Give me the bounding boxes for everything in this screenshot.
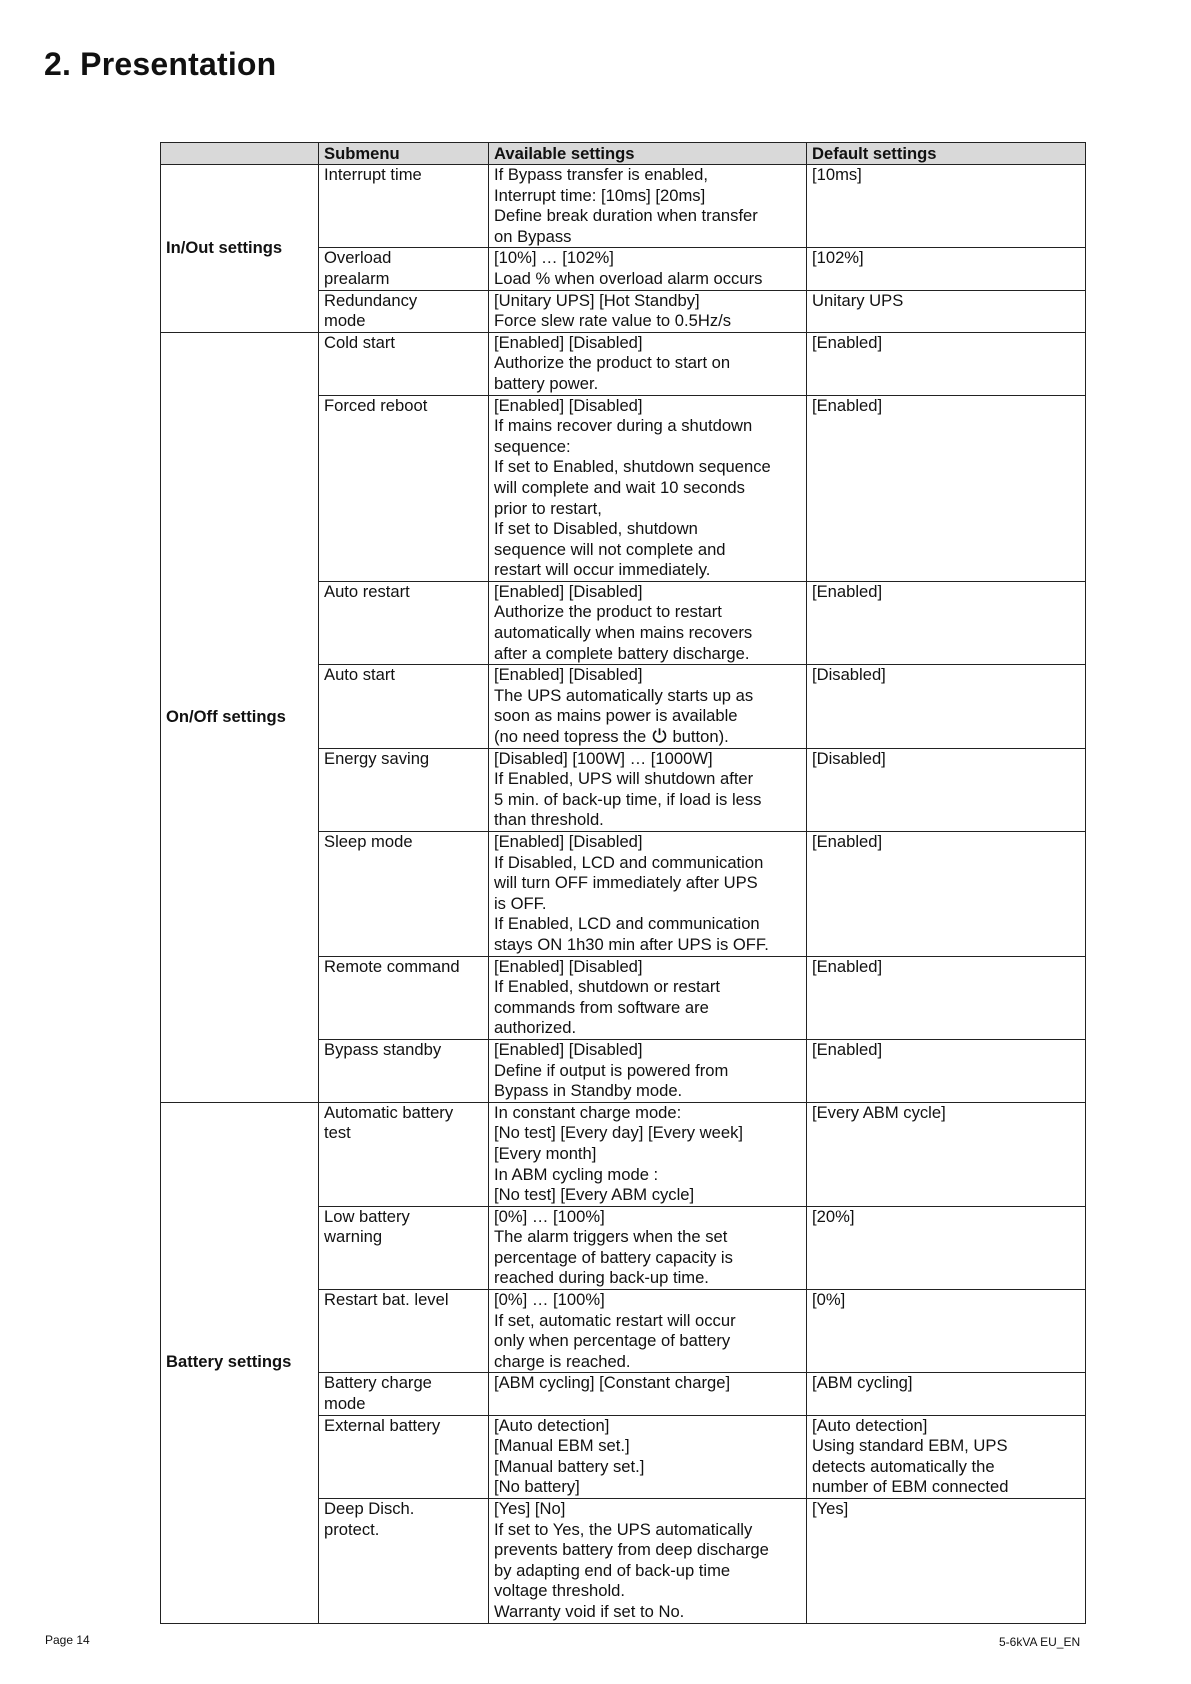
cell-line: Interrupt time bbox=[324, 165, 422, 184]
submenu-cell bbox=[319, 332, 489, 395]
cell-line bbox=[494, 727, 802, 748]
cell-line: In constant charge mode: bbox=[494, 1102, 682, 1122]
cell-line: battery power. bbox=[494, 373, 599, 393]
default-settings-cell bbox=[807, 956, 1086, 1039]
cell-line: reached during back-up time. bbox=[494, 1268, 709, 1288]
cell-line: is OFF. bbox=[494, 893, 547, 913]
cell-line: authorized. bbox=[494, 1018, 577, 1038]
cell-line: [Manual battery set.] bbox=[494, 1456, 645, 1476]
cell-line: voltage threshold. bbox=[494, 1581, 625, 1601]
cell-line: [Enabled] [Disabled] bbox=[494, 395, 643, 415]
cell-line: [Enabled] bbox=[812, 832, 883, 851]
default-settings-cell bbox=[807, 1206, 1086, 1289]
page-number: Page 14 bbox=[45, 1633, 90, 1647]
submenu-cell bbox=[319, 748, 489, 831]
cell-line: If Enabled, UPS will shutdown after bbox=[494, 769, 754, 789]
cell-line: Force slew rate value to 0.5Hz/s bbox=[494, 311, 732, 331]
cell-line: [Auto detection] bbox=[812, 1415, 928, 1435]
available-settings-cell bbox=[489, 581, 807, 664]
submenu-cell bbox=[319, 581, 489, 664]
submenu-cell bbox=[319, 248, 489, 290]
default-settings-cell bbox=[807, 1039, 1086, 1102]
table-body bbox=[161, 165, 1086, 1624]
cell-line: If set to Enabled, shutdown sequence bbox=[494, 457, 771, 477]
submenu-cell bbox=[319, 956, 489, 1039]
cell-line: Cold start bbox=[324, 332, 396, 352]
cell-line: restart will occur immediately. bbox=[494, 560, 711, 580]
cell-line: If set, automatic restart will occur bbox=[494, 1310, 736, 1330]
table-row bbox=[161, 332, 1086, 395]
cell-line: Remote command bbox=[324, 956, 460, 976]
submenu-cell bbox=[319, 290, 489, 332]
cell-line: Define if output is powered from bbox=[494, 1060, 729, 1080]
settings-table bbox=[160, 142, 1086, 1624]
cell-line: Sleep mode bbox=[324, 832, 413, 851]
cell-line: If mains recover during a shutdown bbox=[494, 416, 753, 436]
cell-line: only when percentage of battery bbox=[494, 1331, 731, 1351]
cell-line: sequence: bbox=[494, 436, 571, 456]
cell-line: Define break duration when transfer bbox=[494, 206, 758, 226]
header-cell-default: Default settings bbox=[807, 143, 1086, 165]
cell-line: Using standard EBM, UPS bbox=[812, 1436, 1008, 1456]
cell-line: [Enabled] [Disabled] bbox=[494, 581, 643, 601]
group-label: Battery settings bbox=[161, 1102, 319, 1623]
cell-line: [Enabled] [Disabled] bbox=[494, 665, 643, 685]
default-settings-cell bbox=[807, 290, 1086, 332]
cell-line: charge is reached. bbox=[494, 1351, 631, 1371]
cell-line: If Enabled, LCD and communication bbox=[494, 914, 760, 934]
cell-line: If set to Disabled, shutdown bbox=[494, 519, 698, 539]
default-settings-cell bbox=[807, 395, 1086, 581]
default-settings-cell bbox=[807, 832, 1086, 957]
available-settings-cell bbox=[489, 1290, 807, 1373]
default-settings-cell bbox=[807, 1102, 1086, 1206]
cell-line: number of EBM connected bbox=[812, 1477, 1009, 1497]
submenu-cell bbox=[319, 1415, 489, 1498]
group-label: In/Out settings bbox=[161, 165, 319, 333]
available-settings-cell bbox=[489, 1415, 807, 1498]
cell-line: [ABM cycling] bbox=[812, 1373, 913, 1393]
cell-line: [Every ABM cycle] bbox=[812, 1102, 946, 1122]
cell-line: Forced reboot bbox=[324, 395, 428, 415]
available-settings-cell bbox=[489, 165, 807, 248]
submenu-cell bbox=[319, 165, 489, 248]
cell-line: soon as mains power is available bbox=[494, 706, 738, 726]
header-cell-submenu: Submenu bbox=[319, 143, 489, 165]
cell-line: 5 min. of back-up time, if load is less bbox=[494, 789, 762, 809]
submenu-cell bbox=[319, 1102, 489, 1206]
submenu-cell bbox=[319, 395, 489, 581]
cell-line: [No test] [Every ABM cycle] bbox=[494, 1185, 695, 1205]
group-label: On/Off settings bbox=[161, 332, 319, 1102]
cell-line-part: (no need topress the bbox=[494, 727, 651, 747]
cell-line: Authorize the product to start on bbox=[494, 353, 731, 373]
available-settings-cell bbox=[489, 1373, 807, 1415]
default-settings-cell bbox=[807, 1373, 1086, 1415]
submenu-cell bbox=[319, 1373, 489, 1415]
default-settings-cell bbox=[807, 665, 1086, 748]
available-settings-cell bbox=[489, 748, 807, 831]
cell-line: sequence will not complete and bbox=[494, 539, 726, 559]
page-title: 2. Presentation bbox=[44, 46, 277, 82]
cell-line: [Enabled] bbox=[812, 332, 883, 352]
cell-line: Auto start bbox=[324, 665, 396, 685]
default-settings-cell bbox=[807, 165, 1086, 248]
cell-line: [Disabled] bbox=[812, 665, 886, 685]
cell-line: [Enabled] [Disabled] bbox=[494, 956, 643, 976]
cell-line: after a complete battery discharge. bbox=[494, 643, 750, 663]
power-button-icon bbox=[651, 727, 668, 744]
cell-line: detects automatically the bbox=[812, 1456, 995, 1476]
cell-line: If Bypass transfer is enabled, bbox=[494, 165, 708, 184]
cell-line: The alarm triggers when the set bbox=[494, 1227, 728, 1247]
cell-line: [Yes] [No] bbox=[494, 1499, 566, 1518]
available-settings-cell bbox=[489, 290, 807, 332]
header-cell-group bbox=[161, 143, 319, 165]
cell-line: Authorize the product to restart bbox=[494, 602, 722, 622]
cell-line: Interrupt time: [10ms] [20ms] bbox=[494, 185, 706, 205]
cell-line: [0%] … [100%] bbox=[494, 1206, 605, 1226]
default-settings-cell bbox=[807, 1290, 1086, 1373]
cell-line: [Yes] bbox=[812, 1499, 849, 1518]
cell-line: protect. bbox=[324, 1519, 380, 1539]
cell-line: Redundancy bbox=[324, 290, 418, 310]
submenu-cell bbox=[319, 1499, 489, 1624]
cell-line: [Auto detection] bbox=[494, 1415, 610, 1435]
cell-line: If Enabled, shutdown or restart bbox=[494, 977, 720, 997]
available-settings-cell bbox=[489, 832, 807, 957]
cell-line: Load % when overload alarm occurs bbox=[494, 268, 763, 288]
document-reference: 5-6kVA EU_EN bbox=[999, 1635, 1081, 1649]
cell-line: stays ON 1h30 min after UPS is OFF. bbox=[494, 934, 769, 954]
available-settings-cell bbox=[489, 665, 807, 748]
cell-line: [Enabled] [Disabled] bbox=[494, 332, 643, 352]
cell-line: on Bypass bbox=[494, 226, 572, 246]
cell-line: [Enabled] bbox=[812, 1039, 883, 1059]
cell-line: Warranty void if set to No. bbox=[494, 1601, 685, 1621]
cell-line: Restart bat. level bbox=[324, 1290, 449, 1310]
cell-line: Bypass in Standby mode. bbox=[494, 1081, 683, 1101]
submenu-cell bbox=[319, 1206, 489, 1289]
cell-line: Automatic battery bbox=[324, 1102, 454, 1122]
cell-line: [Disabled] bbox=[812, 748, 886, 768]
table-header bbox=[161, 143, 1086, 165]
submenu-cell bbox=[319, 832, 489, 957]
cell-line: [20%] bbox=[812, 1206, 855, 1226]
available-settings-cell bbox=[489, 1039, 807, 1102]
available-settings-cell bbox=[489, 248, 807, 290]
submenu-cell bbox=[319, 1290, 489, 1373]
cell-line: [0%] bbox=[812, 1290, 846, 1310]
cell-line: [No battery] bbox=[494, 1477, 580, 1497]
cell-line: Overload bbox=[324, 248, 392, 268]
cell-line-part: button). bbox=[667, 727, 729, 747]
cell-line: Low battery bbox=[324, 1206, 410, 1226]
cell-line: by adapting end of back-up time bbox=[494, 1560, 731, 1580]
cell-line: prevents battery from deep discharge bbox=[494, 1540, 769, 1560]
cell-line: [ABM cycling] [Constant charge] bbox=[494, 1373, 731, 1393]
default-settings-cell bbox=[807, 581, 1086, 664]
default-settings-cell bbox=[807, 1499, 1086, 1624]
cell-line: commands from software are bbox=[494, 997, 709, 1017]
cell-line: [102%] bbox=[812, 248, 864, 268]
cell-line: than threshold. bbox=[494, 810, 604, 830]
cell-line: [Enabled] [Disabled] bbox=[494, 832, 643, 851]
default-settings-cell bbox=[807, 748, 1086, 831]
cell-line: The UPS automatically starts up as bbox=[494, 685, 754, 705]
cell-line: Auto restart bbox=[324, 581, 410, 601]
cell-line: [Enabled] bbox=[812, 395, 883, 415]
header-cell-available: Available settings bbox=[489, 143, 807, 165]
cell-line: [Manual EBM set.] bbox=[494, 1436, 630, 1456]
cell-line: Battery charge bbox=[324, 1373, 432, 1393]
available-settings-cell bbox=[489, 956, 807, 1039]
submenu-cell bbox=[319, 665, 489, 748]
default-settings-cell bbox=[807, 1415, 1086, 1498]
cell-line: warning bbox=[324, 1227, 383, 1247]
cell-line: prior to restart, bbox=[494, 498, 602, 518]
cell-line: Unitary UPS bbox=[812, 290, 904, 310]
cell-line: Bypass standby bbox=[324, 1039, 442, 1059]
submenu-cell bbox=[319, 1039, 489, 1102]
table-row bbox=[161, 1102, 1086, 1206]
cell-line: [10ms] bbox=[812, 165, 862, 184]
available-settings-cell bbox=[489, 1206, 807, 1289]
cell-line: percentage of battery capacity is bbox=[494, 1247, 733, 1267]
cell-line: [0%] … [100%] bbox=[494, 1290, 605, 1310]
cell-line: Deep Disch. bbox=[324, 1499, 415, 1518]
cell-line: In ABM cycling mode : bbox=[494, 1164, 659, 1184]
cell-line: External battery bbox=[324, 1415, 441, 1435]
available-settings-cell bbox=[489, 332, 807, 395]
cell-line: [10%] … [102%] bbox=[494, 248, 614, 268]
cell-line: test bbox=[324, 1123, 351, 1143]
cell-line: [Every month] bbox=[494, 1143, 597, 1163]
cell-line: will turn OFF immediately after UPS bbox=[494, 873, 758, 893]
cell-line: [Enabled] bbox=[812, 581, 883, 601]
cell-line: [Enabled] bbox=[812, 956, 883, 976]
default-settings-cell bbox=[807, 332, 1086, 395]
default-settings-cell bbox=[807, 248, 1086, 290]
available-settings-cell bbox=[489, 1102, 807, 1206]
cell-line: If Disabled, LCD and communication bbox=[494, 852, 764, 872]
cell-line: [No test] [Every day] [Every week] bbox=[494, 1123, 743, 1143]
cell-line: automatically when mains recovers bbox=[494, 623, 753, 643]
available-settings-cell bbox=[489, 1499, 807, 1624]
cell-line: [Disabled] [100W] … [1000W] bbox=[494, 748, 713, 768]
cell-line: [Unitary UPS] [Hot Standby] bbox=[494, 290, 700, 310]
available-settings-cell bbox=[489, 395, 807, 581]
cell-line: If set to Yes, the UPS automatically bbox=[494, 1519, 753, 1539]
cell-line: mode bbox=[324, 311, 366, 331]
cell-line: will complete and wait 10 seconds bbox=[494, 477, 745, 497]
table-row bbox=[161, 165, 1086, 248]
cell-line: [Enabled] [Disabled] bbox=[494, 1039, 643, 1059]
cell-line: Energy saving bbox=[324, 748, 430, 768]
cell-line: prealarm bbox=[324, 268, 390, 288]
cell-line: mode bbox=[324, 1394, 366, 1414]
